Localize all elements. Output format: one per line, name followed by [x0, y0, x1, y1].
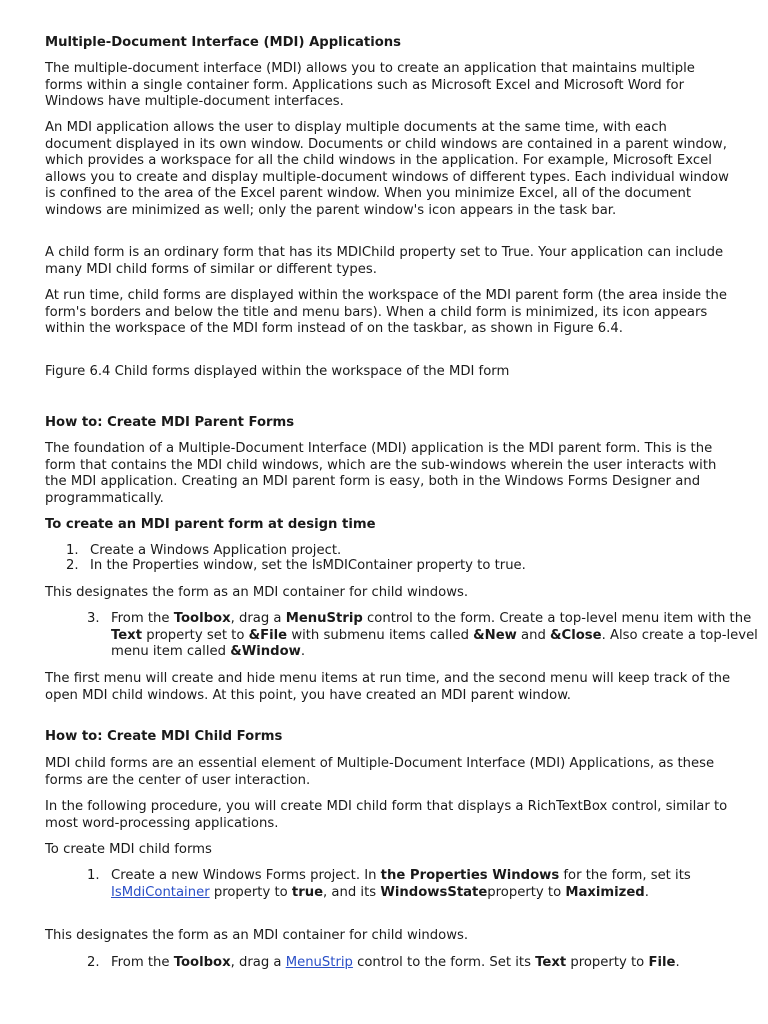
- paragraph-to-create-child: To create MDI child forms: [45, 842, 212, 857]
- link-menustrip[interactable]: MenuStrip: [285, 955, 353, 970]
- paragraph-following-procedure: In the following procedure, you will create MDI child form that displays a RichTextBox control, similar to most word-processing applications.: [45, 799, 728, 831]
- text-run: for the form, set its: [559, 868, 691, 883]
- bold-text: Text: [111, 627, 142, 643]
- bold-windowsstate: WindowsState: [380, 884, 488, 900]
- text-run: property to: [566, 955, 649, 970]
- figure-caption: Figure 6.4 Child forms displayed within the workspace of the MDI form: [45, 364, 510, 379]
- list-number: 3.: [87, 611, 100, 626]
- list-item-child-step-2: [66, 955, 768, 972]
- bold-file: &File: [248, 627, 288, 643]
- text-run: property to: [487, 884, 566, 900]
- text-run: . Also create a top-level menu item called: [111, 627, 758, 660]
- bold-close: &Close: [550, 627, 602, 643]
- bold-toolbox: Toolbox: [173, 611, 231, 626]
- link-ismdicontainer[interactable]: IsMdiContainer: [111, 884, 210, 900]
- list-number: 1.: [87, 868, 100, 883]
- text-run: .: [300, 644, 306, 660]
- list-number: 1.: [66, 543, 79, 558]
- text-run: control to the form. Set its: [352, 955, 536, 970]
- bold-properties-windows: the Properties Windows: [380, 868, 560, 883]
- list-number: 2.: [66, 558, 79, 573]
- text-run: and: [516, 627, 551, 643]
- bold-text: Text: [535, 955, 567, 970]
- list-item: [66, 558, 726, 575]
- bold-menustrip: MenuStrip: [285, 611, 363, 626]
- paragraph-first-menu: The first menu will create and hide menu items at run time, and the second menu will keep track of the open MDI child windows. At this point, you have created an MDI parent window.: [45, 671, 731, 703]
- list-number: 2.: [87, 955, 100, 970]
- text-run: .: [675, 955, 680, 970]
- bold-file: File: [648, 955, 676, 970]
- paragraph-designates-container: This designates the form as an MDI container for child windows.: [45, 585, 469, 600]
- text-run: , drag a: [230, 611, 286, 626]
- paragraph-child-form: A child form is an ordinary form that has its MDIChild property set to True. Your application can include many MDI child forms of similar or different types.: [45, 245, 724, 277]
- text-run: control to the form. Create a top-level menu item with the: [362, 611, 752, 626]
- text-run: , and its: [323, 884, 381, 900]
- text-run: property set to: [142, 627, 249, 643]
- bold-maximized: Maximized: [565, 884, 645, 900]
- list-item-child-step-1: [66, 868, 768, 901]
- text-run: Create a new Windows Forms project. In: [111, 868, 381, 883]
- document-title: Multiple-Document Interface (MDI) Applications: [45, 35, 402, 50]
- paragraph-mdi-application: An MDI application allows the user to display multiple documents at the same time, with each document displayed in its own window. Documents or child windows are contained in a parent window, which provides a workspace for all the child windows in the application. For example, Microsoft Excel allows you to create and display multiple-document windows of different types. Each individual window is confined to the area of the Excel parent window. When you minimize Excel, all of the document windows are minimized as well; only the parent window's icon appears in the task bar.: [45, 120, 729, 218]
- heading-create-mdi-parent: How to: Create MDI Parent Forms: [45, 415, 295, 430]
- list-text: Create a Windows Application project.: [90, 543, 342, 558]
- paragraph-child-essential: MDI child forms are an essential element of Multiple-Document Interface (MDI) Applications, as these forms are the center of user interaction.: [45, 756, 715, 788]
- paragraph-mdi-intro: The multiple-document interface (MDI) allows you to create an application that maintains multiple forms within a single container form. Applications such as Microsoft Excel and Microsoft Word for Windows have multiple-document interfaces.: [45, 61, 695, 110]
- bold-window: &Window: [230, 644, 301, 660]
- text-run: , drag a: [230, 955, 286, 970]
- bold-toolbox: Toolbox: [173, 955, 231, 970]
- bold-true: true: [291, 884, 324, 900]
- text-run: From the: [111, 955, 174, 970]
- text-run: .: [644, 884, 649, 900]
- text-run: with submenu items called: [287, 627, 474, 643]
- heading-design-time: To create an MDI parent form at design time: [45, 517, 376, 532]
- bold-new: &New: [473, 627, 517, 643]
- paragraph-designates-container-2: This designates the form as an MDI container for child windows.: [45, 928, 469, 943]
- list-text: In the Properties window, set the IsMDIContainer property to true.: [90, 558, 526, 573]
- list-item-step-3: [66, 611, 768, 661]
- paragraph-parent-foundation: The foundation of a Multiple-Document Interface (MDI) application is the MDI parent form. This is the form that contains the MDI child windows, which are the sub-windows wherein the user interacts with the MDI application. Creating an MDI parent form is easy, both in the Windows Forms Designer and programmatically.: [45, 441, 717, 506]
- heading-create-mdi-child: How to: Create MDI Child Forms: [45, 729, 283, 744]
- text-run: From the: [111, 611, 174, 626]
- paragraph-run-time: At run time, child forms are displayed within the workspace of the MDI parent form (the area inside the form's borders and below the title and menu bars). When a child form is minimized, its icon appears within the workspace of the MDI form instead of on the taskbar, as shown in Figure 6.4.: [45, 288, 727, 337]
- text-run: property to: [209, 884, 292, 900]
